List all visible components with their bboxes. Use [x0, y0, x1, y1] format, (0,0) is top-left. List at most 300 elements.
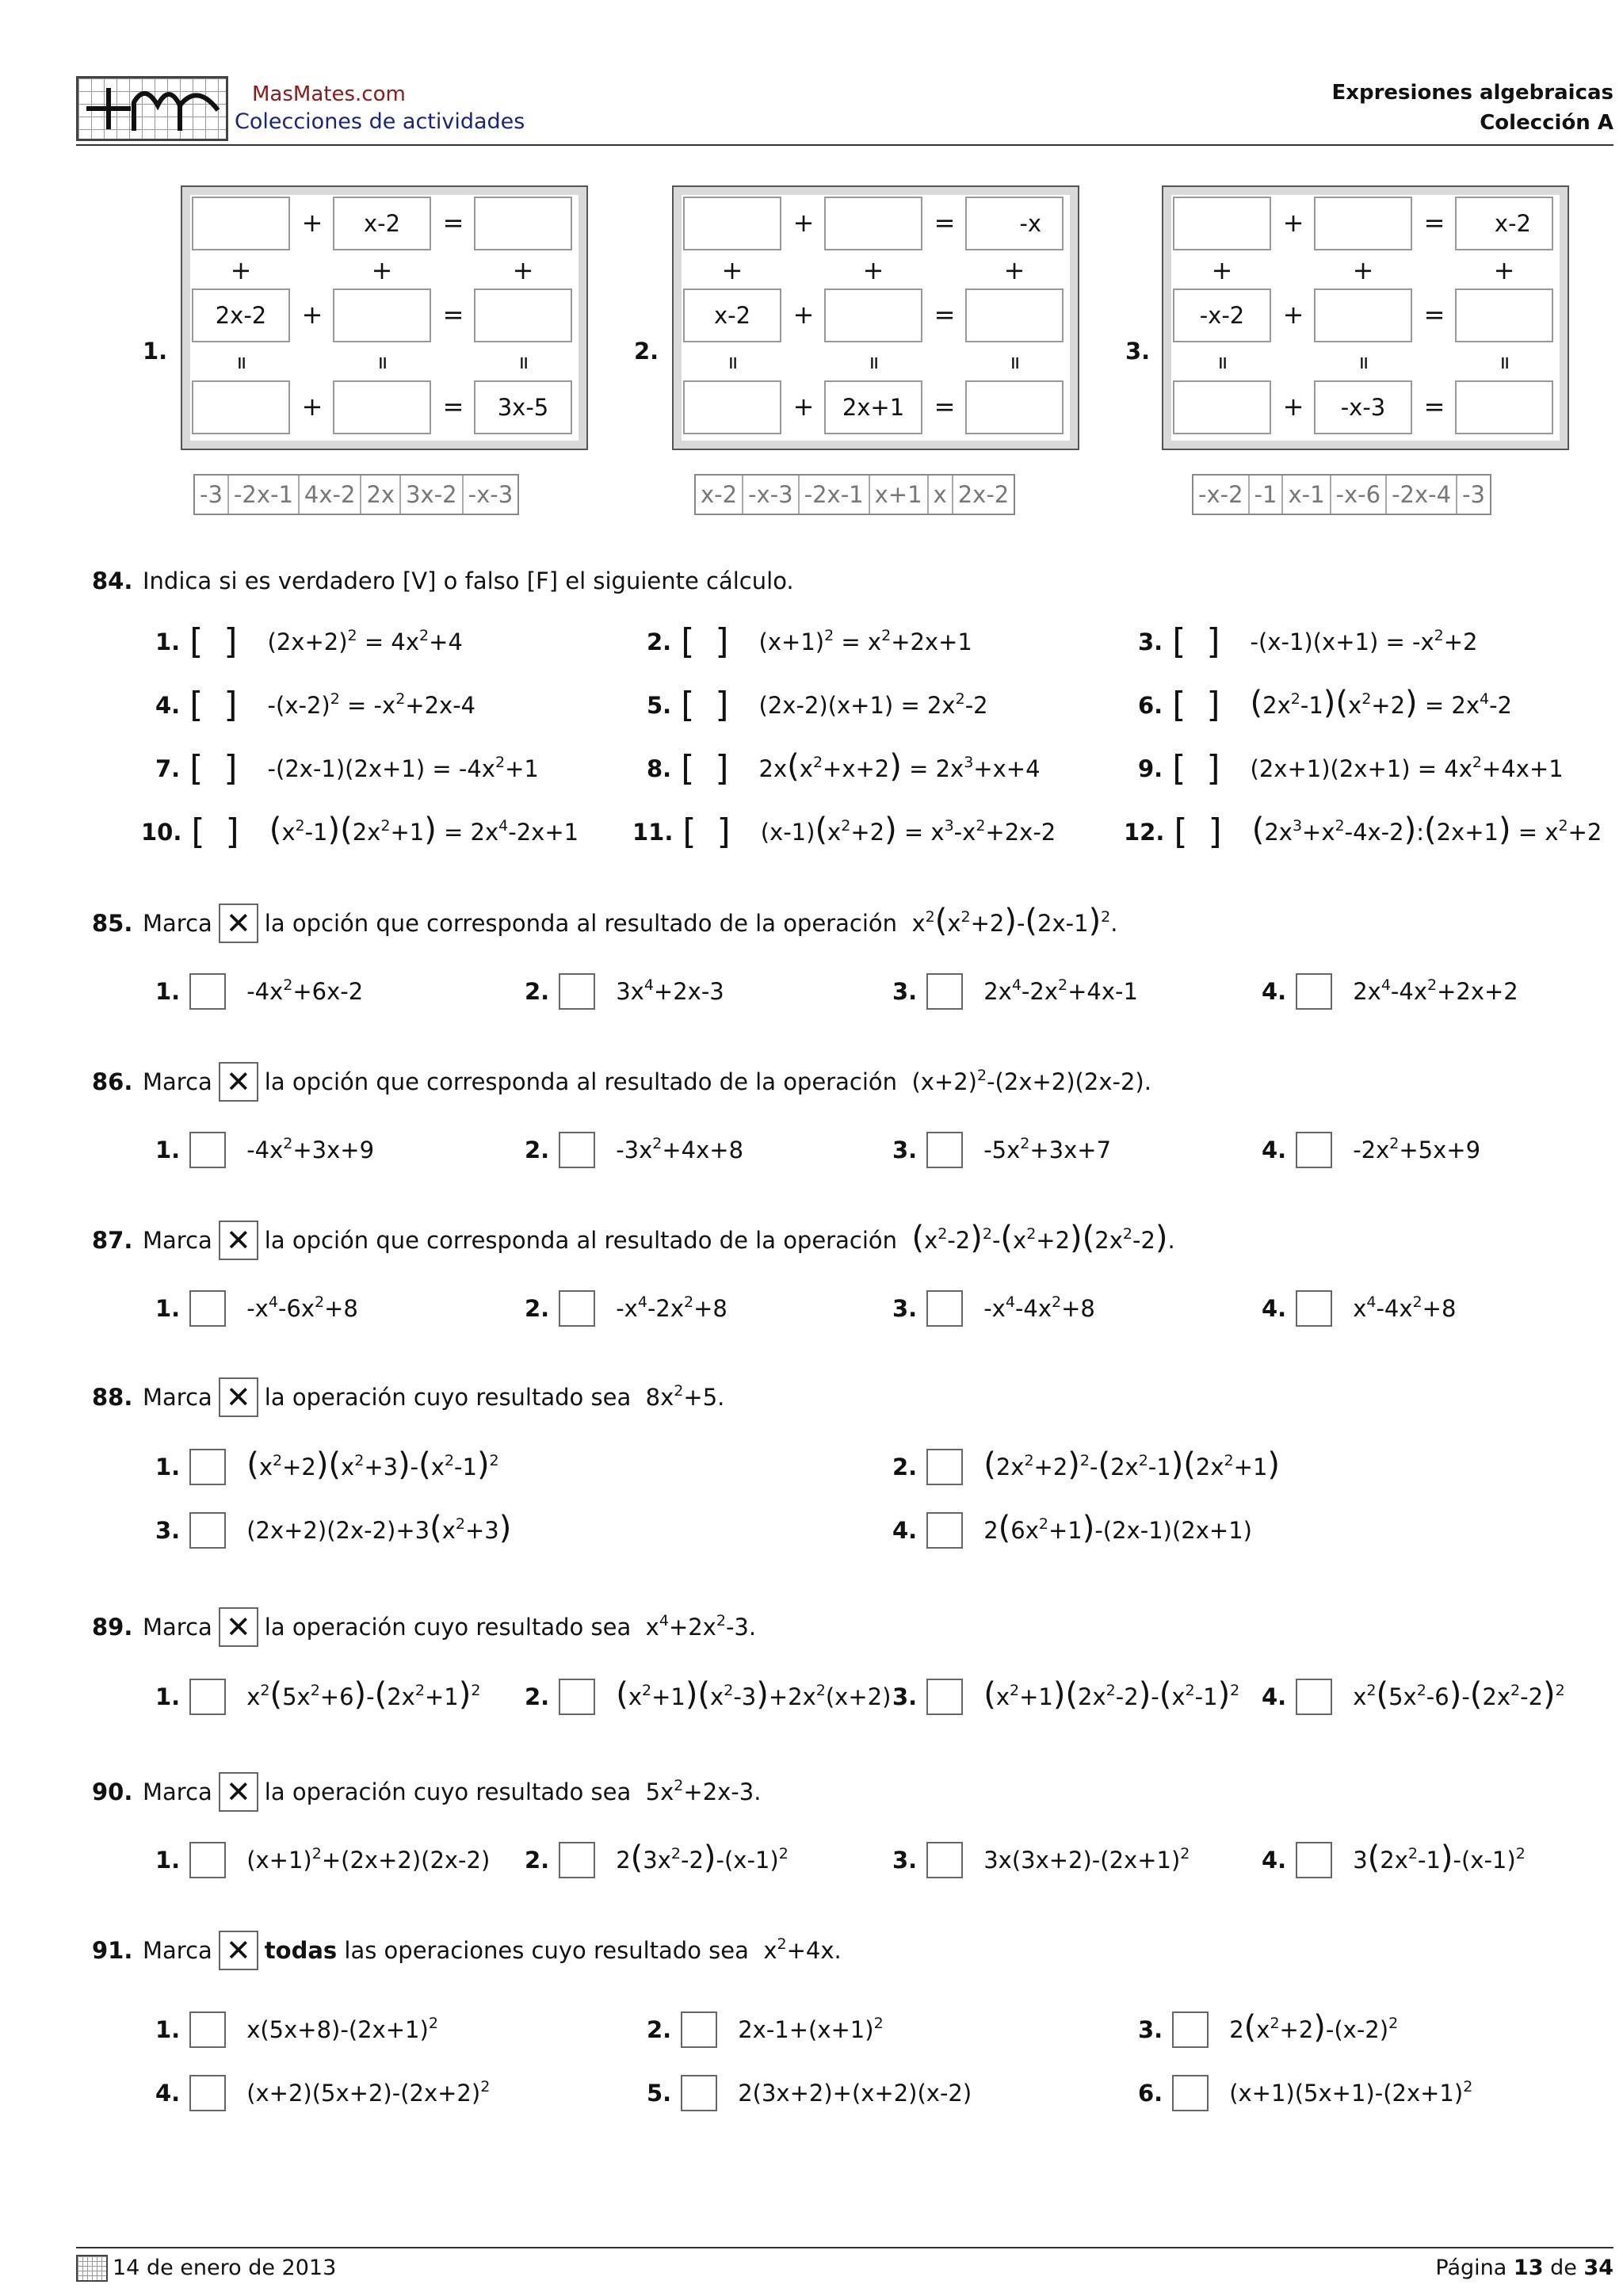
answer-option	[892, 1132, 1111, 1168]
statement-prefix: Marca	[143, 1937, 212, 1964]
answer-chip[interactable]: -1	[1250, 476, 1284, 514]
option-checkbox[interactable]	[189, 1679, 226, 1715]
target-operation: $5x^2+2x-3$.	[645, 1777, 762, 1805]
equals-sign: =	[1423, 392, 1445, 422]
answer-brackets[interactable]: []	[681, 748, 750, 789]
option-expression: $x^2(5x^2-6)-(2x^2-2)^2$	[1353, 1676, 1565, 1713]
answer-option	[155, 1512, 511, 1549]
option-checkbox[interactable]	[189, 2011, 226, 2048]
option-number: 3.	[892, 1683, 918, 1710]
answer-brackets[interactable]: []	[1172, 748, 1241, 789]
plus-sign: +	[792, 208, 815, 238]
answer-brackets[interactable]: []	[682, 812, 751, 852]
true-false-item	[647, 748, 1041, 789]
answer-chip-bank	[694, 474, 1015, 515]
option-number: 4.	[1262, 1295, 1287, 1322]
item-expression: $(2x+2)^2 = 4x^2+4$	[267, 626, 463, 655]
option-number: 1.	[155, 1847, 181, 1874]
item-expression: $-(x-1)(x+1) = -x^2+2$	[1250, 626, 1478, 655]
answer-chip[interactable]: 2x	[361, 476, 401, 514]
puzzle-grid	[672, 185, 1079, 450]
option-expression: $-x^4-6x^2+8$	[246, 1293, 358, 1322]
item-number: 8.	[647, 755, 672, 782]
answer-option	[647, 2075, 972, 2111]
equals-sign: =	[442, 208, 464, 238]
option-number: 4.	[892, 1517, 918, 1544]
puzzle-number: 1.	[143, 338, 168, 365]
option-expression: $-3x^2+4x+8$	[616, 1135, 744, 1163]
answer-option	[1138, 2075, 1472, 2111]
answer-option	[1262, 1132, 1480, 1168]
puzzle-cell[interactable]: x-2	[683, 288, 781, 342]
option-number: 5.	[647, 2080, 672, 2107]
option-checkbox[interactable]	[681, 2075, 717, 2111]
item-expression: $(2x-2)(x+1) = 2x^2-2$	[758, 690, 988, 719]
option-expression: $(x^2+2)(x^2+3)-(x^2-1)^2$	[246, 1446, 499, 1483]
plus-sign: +	[862, 255, 884, 285]
item-expression: $(x^2-1)(2x^2+1) = 2x^4-2x+1$	[269, 811, 579, 848]
option-expression: $-5x^2+3x+7$	[983, 1135, 1112, 1163]
answer-chip[interactable]: -x-3	[743, 476, 800, 514]
option-number: 1.	[155, 2016, 181, 2043]
puzzle-cell[interactable]	[1455, 380, 1553, 434]
option-number: 2.	[525, 1847, 550, 1874]
true-false-item	[155, 685, 475, 725]
footer-divider	[76, 2247, 1613, 2248]
answer-option	[892, 1842, 1190, 1878]
answer-chip[interactable]: x	[929, 476, 953, 514]
option-expression: $(x^2+1)(2x^2-2)-(x^2-1)^2$	[983, 1676, 1240, 1713]
option-expression: $x(5x+8)-(2x+1)^2$	[246, 2015, 438, 2043]
page-total: 34	[1583, 2256, 1613, 2280]
footer-date: 14 de enero de 2013	[113, 2256, 337, 2280]
exercise-number: 90.	[92, 1778, 133, 1805]
checkmark-x-icon: ✕	[219, 1377, 258, 1417]
collection-label: Colecciones de actividades	[235, 109, 525, 134]
item-number: 2.	[647, 628, 672, 655]
plus-sign: +	[1282, 392, 1304, 422]
option-expression: $(x+1)^2+(2x+2)(2x-2)$	[246, 1845, 491, 1874]
option-expression: $3x(3x+2)-(2x+1)^2$	[983, 1845, 1190, 1874]
answer-chip[interactable]: -x-3	[468, 481, 514, 508]
answer-option	[1262, 973, 1518, 1010]
true-false-item	[1138, 621, 1477, 662]
puzzle-cell[interactable]: 2x-2	[192, 288, 290, 342]
answer-option	[1138, 2011, 1398, 2048]
answer-option	[155, 1446, 499, 1485]
puzzle-cell[interactable]	[333, 288, 431, 342]
answer-chip[interactable]: -3	[195, 476, 229, 514]
option-number: 4.	[1262, 1683, 1287, 1710]
page-indicator	[1435, 2256, 1613, 2280]
item-expression: $(2x^3+x^2-4x-2):(2x+1) = x^2+2$	[1251, 811, 1602, 848]
option-number: 2.	[525, 1295, 550, 1322]
option-expression: $x^2(5x^2+6)-(2x^2+1)^2$	[246, 1676, 481, 1713]
puzzle-cell[interactable]	[474, 288, 572, 342]
option-checkbox[interactable]	[926, 1679, 963, 1715]
plus-sign: +	[1352, 255, 1374, 285]
puzzle-cell[interactable]	[965, 288, 1064, 342]
option-number: 1.	[155, 978, 181, 1005]
exercise-number: 86.	[92, 1068, 133, 1095]
plus-sign: +	[1493, 255, 1515, 285]
vertical-equals-sign: ıı	[727, 350, 737, 374]
plus-sign: +	[1282, 300, 1304, 330]
statement-text: la operación cuyo resultado sea	[264, 1778, 632, 1805]
puzzle-cell[interactable]	[824, 288, 922, 342]
true-false-item	[141, 812, 579, 852]
plus-sign: +	[512, 255, 534, 285]
option-expression: $2x^4-2x^2+4x-1$	[983, 976, 1138, 1005]
option-expression: $-x^4-4x^2+8$	[983, 1293, 1095, 1322]
statement-text: la opción que corresponda al resultado de la operación	[264, 1227, 898, 1254]
page-prefix: Página	[1435, 2256, 1507, 2280]
answer-brackets[interactable]: []	[681, 685, 750, 725]
option-checkbox[interactable]	[926, 1842, 963, 1878]
option-number: 2.	[892, 1454, 918, 1480]
statement-prefix: Marca	[143, 1614, 212, 1641]
option-expression: $-4x^2+6x-2$	[246, 976, 364, 1005]
option-expression: $-x^4-2x^2+8$	[616, 1293, 727, 1322]
answer-option	[1262, 1290, 1456, 1327]
option-checkbox[interactable]	[1296, 1842, 1332, 1878]
option-expression: $2(3x^2-2)-(x-1)^2$	[616, 1839, 789, 1876]
option-number: 1.	[155, 1454, 181, 1480]
option-number: 3.	[155, 1517, 181, 1544]
target-operation: $(x+2)^2-(2x+2)(2x-2)$.	[911, 1067, 1151, 1095]
option-checkbox[interactable]	[1172, 2075, 1209, 2111]
true-false-item	[155, 748, 539, 789]
puzzle-cell[interactable]	[824, 197, 922, 250]
puzzle-number: 3.	[1125, 338, 1151, 365]
option-expression: $(2x^2+2)^2-(2x^2-1)(2x^2+1)$	[983, 1446, 1280, 1483]
option-checkbox[interactable]	[926, 973, 963, 1010]
exercise-number: 89.	[92, 1614, 133, 1641]
option-number: 1.	[155, 1683, 181, 1710]
exercise-number: 91.	[92, 1937, 133, 1964]
checkmark-x-icon: ✕	[219, 1607, 258, 1647]
option-number: 4.	[1262, 1137, 1287, 1163]
true-false-item	[647, 685, 988, 725]
option-expression: $3x^4+2x-3$	[616, 976, 724, 1005]
statement-text: la operación cuyo resultado sea	[264, 1614, 632, 1641]
answer-brackets[interactable]: []	[1174, 812, 1243, 852]
true-false-item	[1138, 685, 1512, 725]
answer-option	[1262, 1839, 1526, 1878]
option-expression: $2(6x^2+1)-(2x-1)(2x+1)$	[983, 1510, 1252, 1546]
plus-sign: +	[721, 255, 743, 285]
option-checkbox[interactable]	[559, 1290, 595, 1327]
statement-text: la opción que corresponda al resultado de la operación	[264, 910, 898, 937]
option-number: 4.	[1262, 978, 1287, 1005]
item-expression: $(2x+1)(2x+1) = 4x^2+4x+1$	[1250, 753, 1564, 782]
answer-option	[155, 1676, 481, 1715]
plus-sign: +	[1003, 255, 1025, 285]
checkmark-x-icon: ✕	[219, 1772, 258, 1812]
option-checkbox[interactable]	[189, 1132, 226, 1168]
target-operation: $x^2(x^2+2)-(2x-1)^2$.	[911, 903, 1118, 939]
exercise-statement	[143, 1931, 842, 1970]
option-number: 2.	[647, 2016, 672, 2043]
option-checkbox[interactable]	[926, 1449, 963, 1485]
answer-chip-bank	[1192, 474, 1491, 515]
statement-text: las operaciones cuyo resultado sea	[344, 1937, 749, 1964]
checkmark-x-icon: ✕	[219, 904, 258, 943]
vertical-equals-sign: ıı	[1217, 350, 1227, 374]
vertical-equals-sign: ıı	[377, 350, 387, 374]
option-expression: $3(2x^2-1)-(x-1)^2$	[1353, 1839, 1526, 1876]
plus-sign: +	[230, 255, 252, 285]
item-expression: $(x-1)(x^2+2) = x^3-x^2+2x-2$	[760, 811, 1056, 848]
answer-chip[interactable]: 2x-2	[957, 481, 1010, 508]
topic-title: Expresiones algebraicas	[1331, 81, 1613, 105]
puzzle-cell[interactable]: 3x-5	[474, 380, 572, 434]
collection-name: Colección A	[1480, 111, 1613, 135]
answer-chip[interactable]: -x-6	[1331, 476, 1388, 514]
answer-option	[892, 1512, 1252, 1549]
option-checkbox[interactable]	[1296, 1132, 1332, 1168]
item-number: 11.	[632, 818, 674, 846]
answer-option	[155, 973, 363, 1010]
true-false-item	[1124, 812, 1602, 852]
option-checkbox[interactable]	[1296, 1290, 1332, 1327]
option-number: 6.	[1138, 2080, 1163, 2107]
puzzle-cell[interactable]	[1455, 288, 1553, 342]
target-operation: $8x^2+5$.	[645, 1382, 725, 1411]
option-expression: $-2x^2+5x+9$	[1353, 1135, 1481, 1163]
puzzle-cell[interactable]	[1173, 380, 1271, 434]
equals-sign: =	[934, 208, 956, 238]
plus-sign: +	[792, 392, 815, 422]
option-expression: $(x+1)(5x+1)-(2x+1)^2$	[1229, 2078, 1473, 2107]
option-expression: $(2x+2)(2x-2)+3(x^2+3)$	[246, 1510, 512, 1546]
option-checkbox[interactable]	[189, 1290, 226, 1327]
answer-option	[647, 2011, 884, 2048]
puzzle-cell[interactable]	[192, 197, 290, 250]
puzzle-cell[interactable]	[333, 380, 431, 434]
statement-prefix: Marca	[143, 910, 212, 937]
answer-chip[interactable]: -2x-1	[229, 476, 300, 514]
statement-prefix: Marca	[143, 1384, 212, 1411]
answer-option	[525, 1290, 727, 1327]
answer-option	[525, 973, 724, 1010]
item-number: 6.	[1138, 691, 1163, 719]
item-expression: $(2x^2-1)(x^2+2) = 2x^4-2$	[1250, 684, 1513, 721]
puzzle-grid	[1162, 185, 1569, 450]
plus-sign: +	[1211, 255, 1233, 285]
exercise-statement	[143, 1221, 1175, 1260]
answer-option	[892, 1290, 1095, 1327]
puzzle-cell[interactable]	[965, 380, 1064, 434]
answer-brackets[interactable]: []	[189, 748, 258, 789]
option-number: 2.	[525, 1683, 550, 1710]
puzzle-cell[interactable]: -x	[965, 197, 1064, 250]
puzzle-cell[interactable]	[192, 380, 290, 434]
puzzle-grid	[181, 185, 588, 450]
answer-option	[525, 1839, 789, 1878]
option-checkbox[interactable]	[189, 2075, 226, 2111]
option-number: 2.	[525, 1137, 550, 1163]
option-number: 1.	[155, 1295, 181, 1322]
option-checkbox[interactable]	[681, 2011, 717, 2048]
answer-chip[interactable]: x-1	[1283, 476, 1331, 514]
item-expression: $2x(x^2+x+2) = 2x^3+x+4$	[758, 747, 1041, 785]
target-operation: $(x^2-2)^2-(x^2+2)(2x^2-2)$.	[911, 1220, 1175, 1256]
answer-brackets[interactable]: []	[1172, 621, 1241, 662]
answer-option	[155, 1290, 358, 1327]
answer-chip[interactable]: -x-2	[1193, 476, 1250, 514]
option-checkbox[interactable]	[559, 1842, 595, 1878]
site-name[interactable]: MasMates.com	[252, 82, 406, 106]
answer-chip[interactable]: -2x-4	[1387, 476, 1457, 514]
puzzle-cell[interactable]: x-2	[333, 197, 431, 250]
item-number: 10.	[141, 818, 182, 846]
answer-chip[interactable]: x-2	[696, 476, 743, 514]
vertical-equals-sign: ıı	[236, 350, 246, 374]
answer-brackets[interactable]: []	[1172, 685, 1241, 725]
exercise-number: 88.	[92, 1384, 133, 1411]
plus-sign: +	[792, 300, 815, 330]
checkmark-x-icon: ✕	[219, 1062, 258, 1102]
answer-option	[892, 973, 1138, 1010]
answer-chip[interactable]: 3x-2	[401, 476, 464, 514]
checkmark-x-icon: ✕	[219, 1221, 258, 1260]
true-false-item	[1138, 748, 1564, 789]
puzzle-cell[interactable]	[683, 197, 781, 250]
answer-option	[155, 1842, 490, 1878]
option-checkbox[interactable]	[559, 1132, 595, 1168]
option-expression: $-4x^2+3x+9$	[246, 1135, 375, 1163]
option-checkbox[interactable]	[189, 973, 226, 1010]
statement-prefix: Marca	[143, 1778, 212, 1805]
option-number: 4.	[155, 2080, 181, 2107]
target-operation: $x^2+4x$.	[763, 1935, 842, 1964]
option-checkbox[interactable]	[1296, 1679, 1332, 1715]
equals-sign: =	[1423, 208, 1445, 238]
option-checkbox[interactable]	[926, 1512, 963, 1549]
statement-text: la opción que corresponda al resultado de la operación	[264, 1068, 898, 1095]
option-number: 3.	[892, 1137, 918, 1163]
option-checkbox[interactable]	[189, 1449, 226, 1485]
puzzle-cell[interactable]	[474, 197, 572, 250]
footer-logo-icon	[76, 2255, 108, 2282]
option-checkbox[interactable]	[926, 1290, 963, 1327]
item-number: 9.	[1138, 755, 1163, 782]
exercise-number: 87.	[92, 1227, 133, 1254]
answer-option	[1262, 1676, 1565, 1715]
option-expression: $2(x^2+2)-(x-2)^2$	[1229, 2009, 1399, 2046]
puzzle-cell[interactable]: x-2	[1455, 197, 1553, 250]
exercise-statement	[143, 1062, 1151, 1102]
answer-brackets[interactable]: []	[681, 621, 750, 662]
option-checkbox[interactable]	[559, 1679, 595, 1715]
plus-sign: +	[371, 255, 393, 285]
option-expression: $(x^2+1)(x^2-3)+2x^2(x+2)$	[616, 1676, 892, 1713]
puzzle-cell[interactable]: -x-2	[1173, 288, 1271, 342]
page-number: 13	[1513, 2256, 1544, 2280]
answer-brackets[interactable]: []	[189, 685, 258, 725]
answer-option	[525, 1132, 743, 1168]
vertical-equals-sign: ıı	[1010, 350, 1019, 374]
answer-option	[892, 1676, 1240, 1715]
equals-sign: =	[934, 300, 956, 330]
vertical-equals-sign: ıı	[1499, 350, 1509, 374]
true-false-item	[647, 621, 972, 662]
option-checkbox[interactable]	[189, 1842, 226, 1878]
statement-text: la operación cuyo resultado sea	[264, 1384, 632, 1411]
statement-emphasis: todas	[264, 1937, 338, 1964]
page-of: de	[1550, 2256, 1577, 2280]
option-expression: $2x^4-4x^2+2x+2$	[1353, 976, 1518, 1005]
answer-chip[interactable]: x+1	[870, 476, 929, 514]
option-number: 3.	[1138, 2016, 1163, 2043]
item-number: 1.	[155, 628, 181, 655]
exercise-number: 84.	[92, 567, 133, 594]
option-checkbox[interactable]	[1296, 973, 1332, 1010]
option-expression: 2(3x+2)+(x+2)(x-2)	[738, 2080, 972, 2107]
item-number: 5.	[647, 691, 672, 719]
statement-prefix: Marca	[143, 1068, 212, 1095]
plus-sign: +	[1282, 208, 1304, 238]
puzzle-number: 2.	[634, 338, 659, 365]
item-expression: $-(x-2)^2 = -x^2+2x-4$	[267, 690, 476, 719]
puzzle-cell[interactable]: 2x+1	[824, 380, 922, 434]
answer-chip[interactable]: 4x-2	[300, 476, 362, 514]
item-number: 3.	[1138, 628, 1163, 655]
puzzle-cell[interactable]	[1173, 197, 1271, 250]
option-expression: $(x+2)(5x+2)-(2x+2)^2$	[246, 2078, 491, 2107]
exercise-statement	[143, 904, 1117, 943]
puzzle-cell[interactable]	[1314, 197, 1412, 250]
puzzle-cell[interactable]	[683, 380, 781, 434]
exercise-statement	[143, 1607, 756, 1647]
answer-chip[interactable]: -3	[1462, 481, 1486, 508]
answer-option	[155, 1132, 374, 1168]
item-expression: $-(2x-1)(2x+1) = -4x^2+1$	[267, 753, 539, 782]
header-divider	[76, 144, 1613, 146]
option-checkbox[interactable]	[1172, 2011, 1209, 2048]
equals-sign: =	[442, 392, 464, 422]
equals-sign: =	[934, 392, 956, 422]
target-operation: $x^4+2x^2-3$.	[645, 1612, 757, 1641]
option-checkbox[interactable]	[926, 1132, 963, 1168]
answer-brackets[interactable]: []	[191, 812, 260, 852]
answer-option	[525, 1676, 892, 1715]
puzzle-cell[interactable]: -x-3	[1314, 380, 1412, 434]
equals-sign: =	[442, 300, 464, 330]
equals-sign: =	[1423, 300, 1445, 330]
answer-chip[interactable]: -2x-1	[800, 476, 870, 514]
plus-sign: +	[301, 208, 323, 238]
item-number: 7.	[155, 755, 181, 782]
vertical-equals-sign: ıı	[1358, 350, 1368, 374]
option-number: 3.	[892, 978, 918, 1005]
exercise-statement	[143, 1377, 724, 1417]
answer-option	[892, 1446, 1280, 1485]
vertical-equals-sign: ıı	[518, 350, 528, 374]
option-number: 3.	[892, 1295, 918, 1322]
answer-chip-bank	[193, 474, 519, 515]
answer-brackets[interactable]: []	[189, 621, 258, 662]
option-expression: $x^4-4x^2+8$	[1353, 1293, 1457, 1322]
answer-option	[155, 2075, 490, 2111]
option-number: 2.	[525, 978, 550, 1005]
puzzle-cell[interactable]	[1314, 288, 1412, 342]
true-false-item	[632, 812, 1056, 852]
option-checkbox[interactable]	[189, 1512, 226, 1549]
option-checkbox[interactable]	[559, 973, 595, 1010]
item-number: 12.	[1124, 818, 1165, 846]
